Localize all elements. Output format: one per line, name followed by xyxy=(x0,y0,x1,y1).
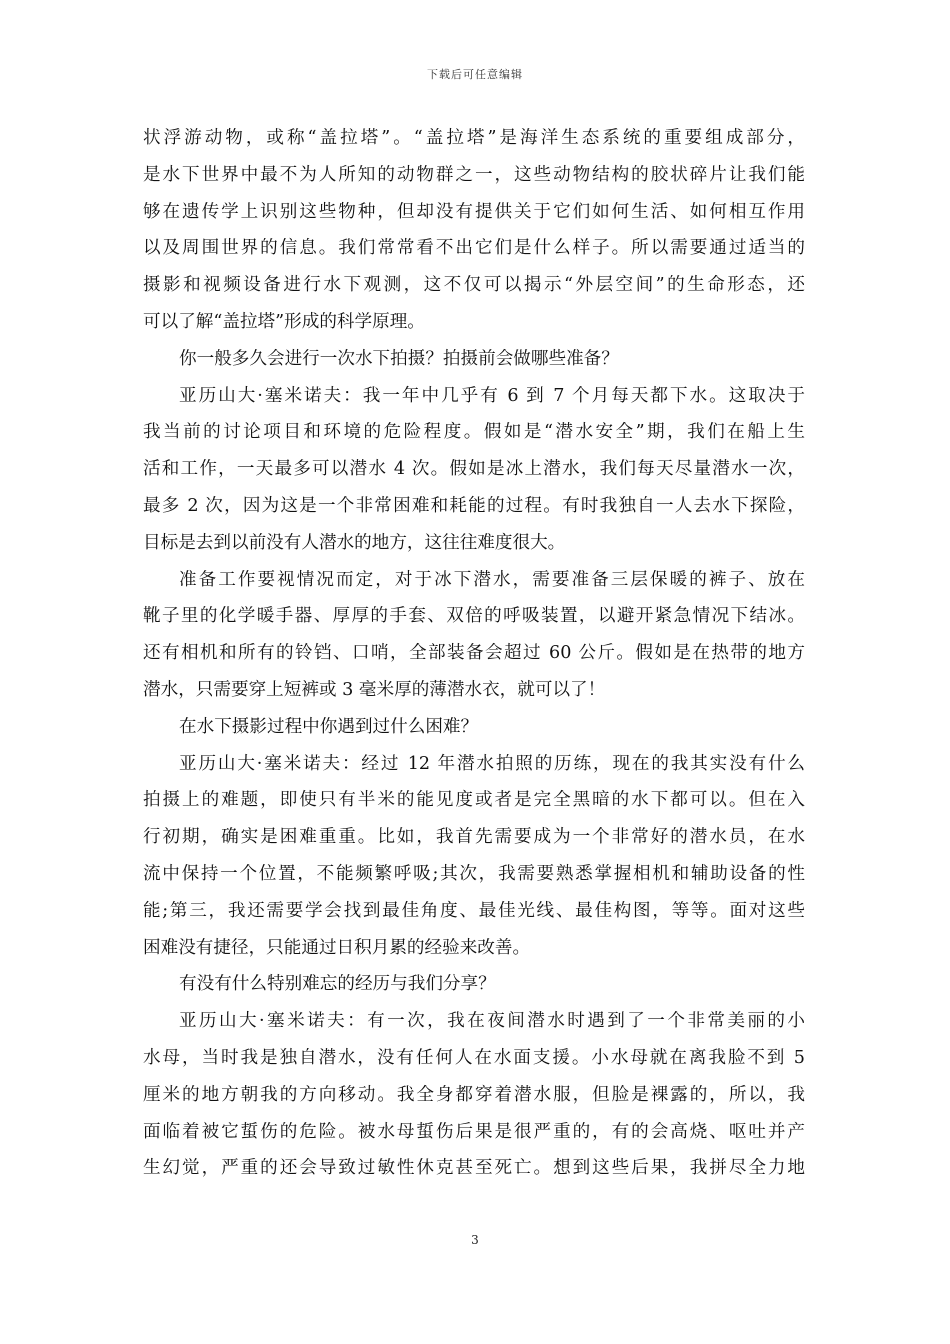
interview-question: 在水下摄影过程中你遇到过什么困难？ xyxy=(179,716,479,737)
text-line: 面临着被它蜇伤的危险。被水母蜇伤后果是很严重的，有的会高烧、呕吐并产 xyxy=(143,1121,805,1142)
text-line: 我当前的讨论项目和环境的危险程度。假如是“潜水安全”期，我们在船上生 xyxy=(143,422,805,443)
article-body xyxy=(143,120,805,1187)
text-line: 能;第三，我还需要学会找到最佳角度、最佳光线、最佳构图，等等。面对这些 xyxy=(143,900,805,921)
answer-line: 亚历山大·塞米诺夫：我一年中几乎有 6 到 7 个月每天都下水。这取决于 xyxy=(179,385,805,406)
text-line: 厘米的地方朝我的方向移动。我全身都穿着潜水服，但脸是裸露的，所以，我 xyxy=(143,1084,805,1105)
interview-question: 有没有什么特别难忘的经历与我们分享？ xyxy=(179,974,496,995)
text-line: 拍摄上的难题，即使只有半米的能见度或者是完全黑暗的水下都可以。但在入 xyxy=(143,790,805,811)
text-line: 活和工作，一天最多可以潜水 4 次。假如是冰上潜水，我们每天尽量潜水一次， xyxy=(143,459,805,480)
text-line: 是水下世界中最不为人所知的动物群之一，这些动物结构的胶状碎片让我们能 xyxy=(143,164,805,185)
text-line: 摄影和视频设备进行水下观测，这不仅可以揭示“外层空间”的生命形态，还 xyxy=(143,275,805,296)
text-line: 靴子里的化学暖手器、厚厚的手套、双倍的呼吸装置，以避开紧急情况下结冰。 xyxy=(143,606,805,627)
interview-question: 你一般多久会进行一次水下拍摄？拍摄前会做哪些准备？ xyxy=(179,348,619,369)
text-line: 以及周围世界的信息。我们常常看不出它们是什么样子。所以需要通过适当的 xyxy=(143,238,805,259)
text-line: 流中保持一个位置，不能频繁呼吸;其次，我需要熟悉掌握相机和辅助设备的性 xyxy=(143,863,805,884)
answer-line: 亚历山大·塞米诺夫：经过 12 年潜水拍照的历练，现在的我其实没有什么 xyxy=(179,753,805,774)
text-line: 生幻觉，严重的还会导致过敏性休克甚至死亡。想到这些后果，我拼尽全力地 xyxy=(143,1158,805,1179)
text-line: 够在遗传学上识别这些物种，但却没有提供关于它们如何生活、如何相互作用 xyxy=(143,201,805,222)
page-number: 3 xyxy=(471,1233,479,1247)
text-line: 最多 2 次，因为这是一个非常困难和耗能的过程。有时我独自一人去水下探险， xyxy=(143,495,805,516)
text-line: 水母，当时我是独自潜水，没有任何人在水面支援。小水母就在离我脸不到 5 xyxy=(143,1047,805,1068)
page-header: 下载后可任意编辑 xyxy=(427,68,523,81)
text-line: 行初期，确实是困难重重。比如，我首先需要成为一个非常好的潜水员，在水 xyxy=(143,827,805,848)
text-line: 困难没有捷径，只能通过日积月累的经验来改善。 xyxy=(143,937,531,958)
text-line: 目标是去到以前没有人潜水的地方，这往往难度很大。 xyxy=(143,532,566,553)
text-line: 状浮游动物，或称“盖拉塔”。“盖拉塔”是海洋生态系统的重要组成部分， xyxy=(143,128,805,148)
answer-line: 亚历山大·塞米诺夫：有一次，我在夜间潜水时遇到了一个非常美丽的小 xyxy=(179,1011,805,1032)
text-line: 还有相机和所有的铃铛、口哨，全部装备会超过 60 公斤。假如是在热带的地方 xyxy=(143,643,805,664)
text-line: 准备工作要视情况而定，对于冰下潜水，需要准备三层保暖的裤子、放在 xyxy=(179,569,805,590)
text-line: 可以了解“盖拉塔”形成的科学原理。 xyxy=(143,311,425,332)
text-line: 潜水，只需要穿上短裤或 3 毫米厚的薄潜水衣，就可以了！ xyxy=(143,679,606,700)
